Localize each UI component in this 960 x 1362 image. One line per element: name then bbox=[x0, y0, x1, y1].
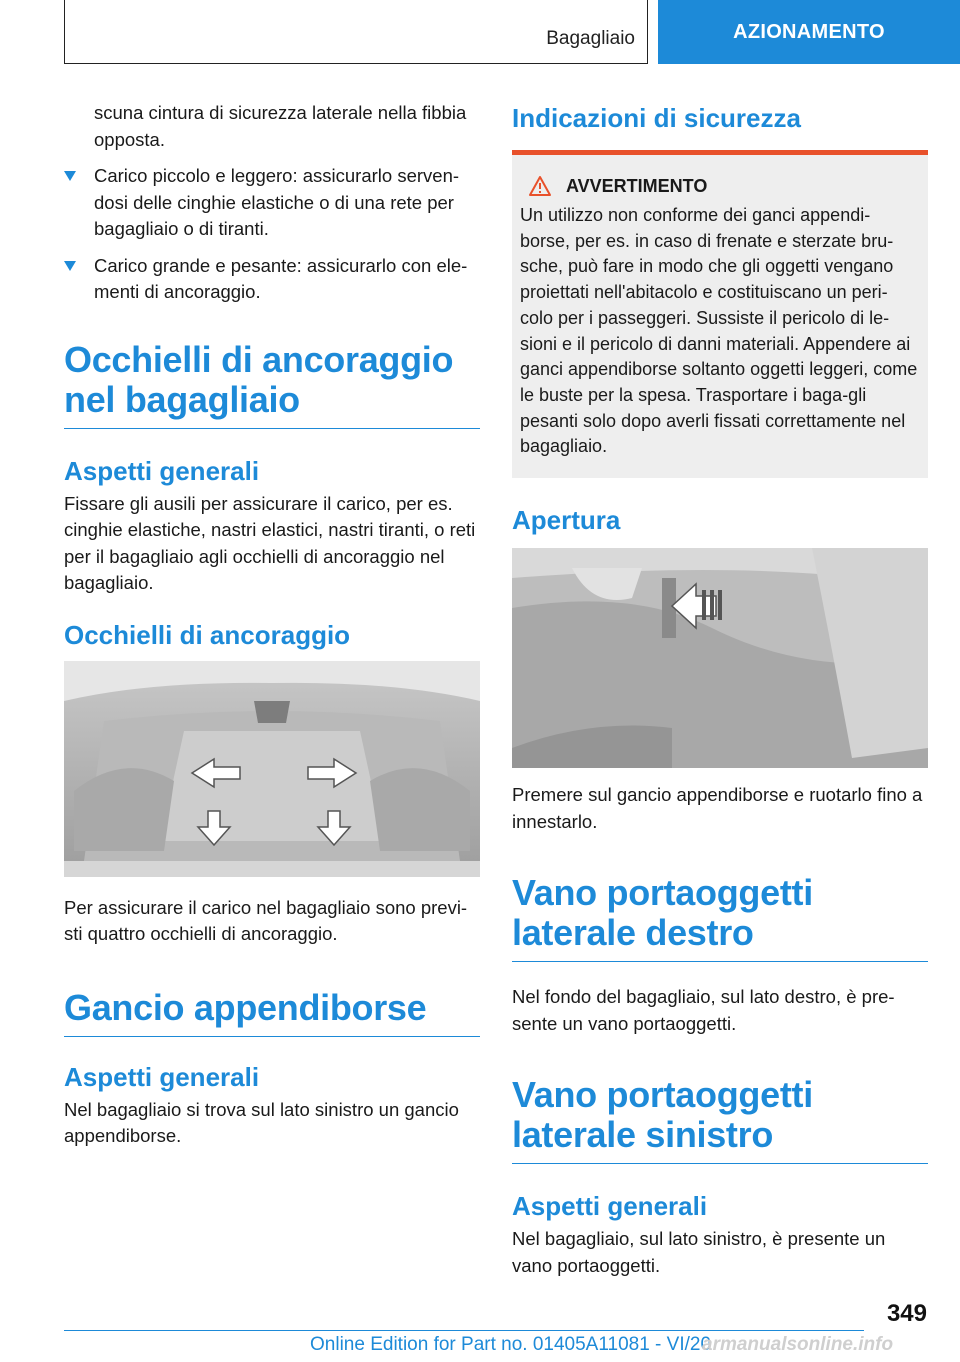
heading-opening: Apertura bbox=[512, 505, 621, 536]
heading-right-compartment: Vano portaoggetti laterale destro bbox=[512, 873, 928, 962]
heading-general-1: Aspetti generali bbox=[64, 455, 260, 486]
warning-text: Un utilizzo non conforme dei ganci appendi-borse, per es. in caso di frenate e sterzate bru-sche, può fare in modo che gli oggetti vengano proiettati nell'abitacolo e costituiscano un peri-colo per i passeggeri. Sussiste il pericolo di le-sioni e il pericolo di danni materiali. Appendere ai ganci appendiborse soltanto oggetti leggeri, come le buste per la spesa. Trasportare i baga-gli pesanti solo dopo averli fissati correttamente nel bagagliaio. bbox=[520, 205, 918, 457]
footer-divider bbox=[64, 1330, 864, 1331]
edition-text: Online Edition for Part no. 01405A11081 - VI/20 bbox=[310, 1334, 712, 1355]
left-column bbox=[64, 100, 480, 1150]
heading-left-compartment: Vano portaoggetti laterale sinistro bbox=[512, 1075, 928, 1164]
header-chapter-tab: AZIONAMENTO bbox=[658, 0, 960, 64]
heading-safety: Indicazioni di sicurezza bbox=[512, 103, 801, 133]
warning-title-text: AVVERTIMENTO bbox=[566, 175, 708, 196]
warning-box bbox=[512, 150, 928, 478]
right-compartment-text: Nel fondo del bagagliaio, sul lato destro, è pre-sente un vano portaoggetti. bbox=[512, 986, 895, 1034]
list-item-text: Carico piccolo e leggero: assicurarlo serven-dosi delle cinghie elastiche o di una rete per bagagliaio o di tiranti. bbox=[94, 165, 460, 239]
header-section-title: Bagagliaio bbox=[546, 28, 635, 49]
left-compartment-text: Nel bagagliaio, sul lato sinistro, è presente un vano portaoggetti. bbox=[512, 1228, 886, 1276]
bullet-triangle-icon bbox=[64, 261, 76, 271]
heading-general-2: Aspetti generali bbox=[64, 1061, 260, 1092]
warning-title bbox=[520, 175, 920, 197]
trunk-eyelets-illustration bbox=[64, 661, 480, 877]
bullet-triangle-icon bbox=[64, 171, 76, 181]
opening-text: Premere sul gancio appendiborse e ruotarlo fino a innestarlo. bbox=[512, 784, 923, 832]
page-number: 349 bbox=[886, 1300, 927, 1327]
general-1-text: Fissare gli ausili per assicurare il carico, per es. cinghie elastiche, nastri elastici, nastri tiranti, o reti per il bagagliaio agli occhielli di ancoraggio nel bagagliaio. bbox=[64, 492, 476, 593]
right-column bbox=[512, 100, 928, 1279]
watermark-text: armanualsonline.info bbox=[702, 1334, 894, 1355]
general-2-text: Nel bagagliaio si trova sul lato sinistro un gancio appendiborse. bbox=[64, 1098, 459, 1146]
list-item bbox=[64, 253, 480, 306]
bag-hook-illustration bbox=[512, 548, 928, 768]
warning-triangle-icon bbox=[528, 175, 552, 197]
heading-eyelets-sub: Occhielli di ancoraggio bbox=[64, 619, 351, 650]
list-item bbox=[64, 163, 480, 243]
heading-eyelets: Occhielli di ancoraggio nel bagagliaio bbox=[64, 340, 480, 429]
eyelets-text: Per assicurare il carico nel bagagliaio sono previ-sti quattro occhielli di ancoraggio. bbox=[64, 896, 468, 944]
list-item-text: Carico grande e pesante: assicurarlo con ele-menti di ancoraggio. bbox=[94, 254, 468, 302]
heading-general-3: Aspetti generali bbox=[512, 1191, 708, 1222]
heading-hook: Gancio appendiborse bbox=[64, 988, 480, 1037]
continued-text: scuna cintura di sicurezza laterale nella fibbia opposta. bbox=[94, 102, 467, 150]
